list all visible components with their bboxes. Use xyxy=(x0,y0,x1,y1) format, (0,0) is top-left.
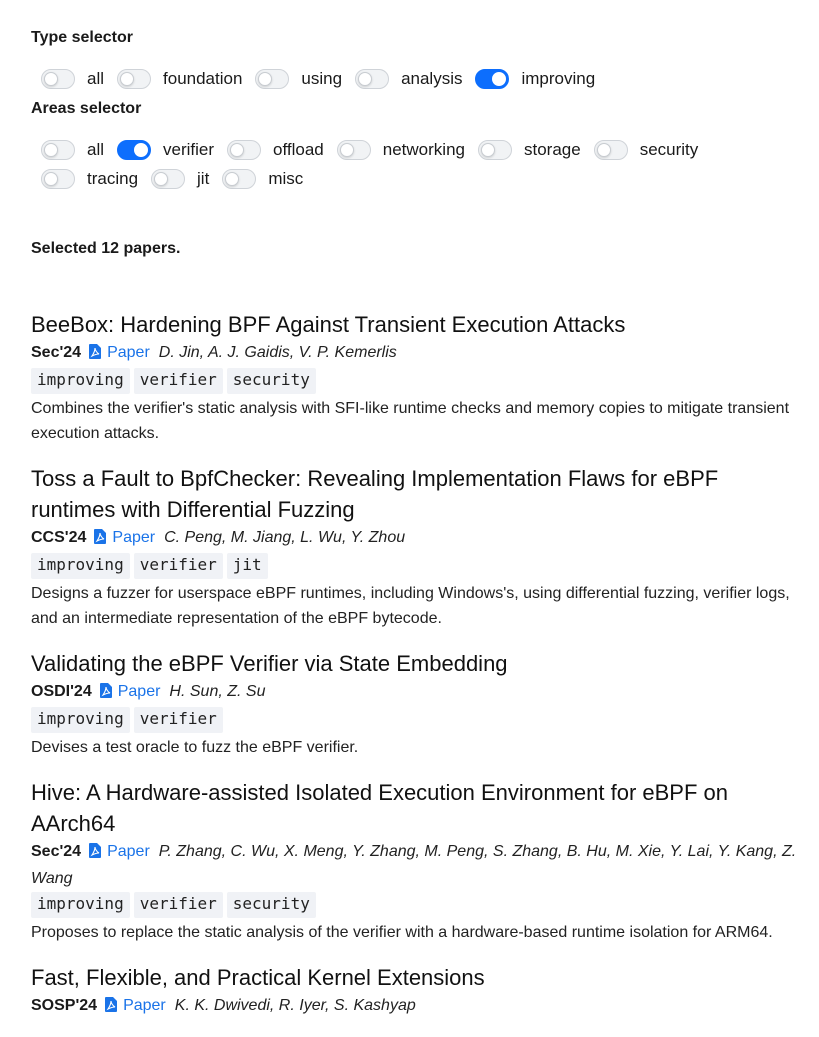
toggle-label: all xyxy=(87,69,105,88)
toggle-switch[interactable] xyxy=(337,140,371,160)
toggle-option-offload[interactable] xyxy=(227,140,324,160)
toggle-label: storage xyxy=(523,140,581,159)
paper-meta xyxy=(31,340,806,367)
toggle-option-all[interactable] xyxy=(41,69,104,89)
toggle-label: security xyxy=(639,140,699,159)
toggle-option-misc[interactable] xyxy=(222,169,303,189)
paper-link-label: Paper xyxy=(107,843,150,860)
paper-authors: D. Jin, A. J. Gaidis, V. P. Kemerlis xyxy=(158,344,397,361)
paper-description: Combines the verifier's static analysis with SFI-like runtime checks and memory copies to mitigate transient execution attacks. xyxy=(31,400,790,442)
paper-description: Proposes to replace the static analysis of the verifier with a hardware-based runtime isolation for ARM64. xyxy=(31,924,773,941)
paper-authors: C. Peng, M. Jiang, L. Wu, Y. Zhou xyxy=(164,529,406,546)
paper-authors: K. K. Dwivedi, R. Iyer, S. Kashyap xyxy=(174,997,416,1014)
paper-entry xyxy=(31,962,806,1020)
toggle-option-verifier[interactable] xyxy=(117,140,214,160)
toggle-label: verifier xyxy=(163,140,215,159)
toggle-option-tracing[interactable] xyxy=(41,169,138,189)
toggle-label: tracing xyxy=(87,169,139,188)
paper-venue: SOSP'24 xyxy=(31,997,98,1014)
paper-link-label: Paper xyxy=(117,683,161,700)
selected-count: Selected 12 papers. xyxy=(31,240,181,257)
paper-link-label: Paper xyxy=(107,344,150,361)
paper-authors: P. Zhang, C. Wu, X. Meng, Y. Zhang, M. Peng, S. Zhang, B. Hu, M. Xie, Y. Lai, Y. Kang, Z. Wang xyxy=(31,843,797,887)
toggle-label: improving xyxy=(521,69,596,88)
paper-tag: security xyxy=(227,368,316,394)
toggle-label: networking xyxy=(382,140,465,159)
toggle-label: jit xyxy=(197,169,210,188)
toggle-switch[interactable] xyxy=(117,69,151,89)
paper-tag: improving xyxy=(31,892,130,918)
paper-meta xyxy=(31,839,806,891)
paper-title: Hive: A Hardware-assisted Isolated Execution Environment for eBPF on AArch64 xyxy=(31,780,729,836)
paper-pdf-link[interactable] xyxy=(100,683,161,700)
paper-title: BeeBox: Hardening BPF Against Transient Execution Attacks xyxy=(31,312,626,337)
paper-meta xyxy=(31,993,806,1020)
paper-entry xyxy=(31,463,806,631)
toggle-switch[interactable] xyxy=(41,69,75,89)
toggle-switch[interactable] xyxy=(222,169,256,189)
areas-selector-title: Areas selector xyxy=(31,100,142,117)
paper-venue: OSDI'24 xyxy=(31,683,92,700)
toggle-switch[interactable] xyxy=(117,140,151,160)
paper-description: Designs a fuzzer for userspace eBPF runtimes, including Windows's, using differential fuzzing, verifier logs, and an intermediate representation of the eBPF bytecode. xyxy=(31,585,790,627)
paper-tag: improving xyxy=(31,553,130,579)
paper-meta xyxy=(31,679,806,706)
paper-description: Devises a test oracle to fuzz the eBPF verifier. xyxy=(31,739,359,756)
toggle-option-networking[interactable] xyxy=(337,140,465,160)
toggle-label: foundation xyxy=(163,69,243,88)
paper-venue: CCS'24 xyxy=(31,529,87,546)
toggle-option-jit[interactable] xyxy=(151,169,209,189)
toggle-switch[interactable] xyxy=(41,169,75,189)
paper-pdf-link[interactable] xyxy=(89,344,150,361)
areas-selector-row-2 xyxy=(41,166,316,192)
toggle-switch[interactable] xyxy=(594,140,628,160)
paper-title: Validating the eBPF Verifier via State Embedding xyxy=(31,651,508,676)
toggle-label: offload xyxy=(273,140,324,159)
paper-tag: verifier xyxy=(134,553,223,579)
pdf-file-icon xyxy=(105,995,118,1020)
paper-tag: verifier xyxy=(134,707,223,733)
paper-venue: Sec'24 xyxy=(31,843,82,860)
paper-tag: verifier xyxy=(134,368,223,394)
paper-tag: verifier xyxy=(134,892,223,918)
toggle-label: using xyxy=(301,69,343,88)
toggle-switch[interactable] xyxy=(151,169,185,189)
toggle-switch[interactable] xyxy=(255,69,289,89)
paper-title: Fast, Flexible, and Practical Kernel Extensions xyxy=(31,965,485,990)
paper-tags xyxy=(31,553,806,579)
toggle-label: misc xyxy=(268,169,304,188)
paper-pdf-link[interactable] xyxy=(89,843,150,860)
paper-tags xyxy=(31,892,806,918)
type-selector-title: Type selector xyxy=(31,29,133,46)
toggle-label: all xyxy=(87,140,105,159)
pdf-file-icon xyxy=(89,841,102,866)
toggle-label: analysis xyxy=(401,69,463,88)
paper-title: Toss a Fault to BpfChecker: Revealing Implementation Flaws for eBPF runtimes with Differential Fuzzing xyxy=(31,466,719,522)
paper-tag: improving xyxy=(31,707,130,733)
toggle-switch[interactable] xyxy=(475,69,509,89)
toggle-option-analysis[interactable] xyxy=(355,69,462,89)
toggle-option-using[interactable] xyxy=(255,69,342,89)
pdf-file-icon xyxy=(100,681,113,706)
paper-meta xyxy=(31,525,806,552)
toggle-switch[interactable] xyxy=(227,140,261,160)
toggle-switch[interactable] xyxy=(41,140,75,160)
paper-tag: jit xyxy=(227,553,268,579)
paper-entry xyxy=(31,777,806,945)
paper-venue: Sec'24 xyxy=(31,344,82,361)
toggle-switch[interactable] xyxy=(355,69,389,89)
paper-tag: improving xyxy=(31,368,130,394)
type-selector-row xyxy=(41,66,608,92)
toggle-option-all[interactable] xyxy=(41,140,104,160)
paper-tag: security xyxy=(227,892,316,918)
paper-pdf-link[interactable] xyxy=(94,529,155,546)
paper-link-label: Paper xyxy=(112,529,156,546)
paper-list xyxy=(31,309,806,1037)
paper-tags xyxy=(31,368,806,394)
paper-entry xyxy=(31,309,806,446)
areas-selector-row-1 xyxy=(41,137,711,163)
paper-entry xyxy=(31,648,806,760)
paper-tags xyxy=(31,707,806,733)
pdf-file-icon xyxy=(94,527,107,552)
toggle-option-security[interactable] xyxy=(594,140,699,160)
toggle-option-storage[interactable] xyxy=(478,140,581,160)
paper-link-label: Paper xyxy=(123,997,166,1014)
toggle-option-foundation[interactable] xyxy=(117,69,242,89)
toggle-option-improving[interactable] xyxy=(475,69,595,89)
pdf-file-icon xyxy=(89,342,102,367)
toggle-switch[interactable] xyxy=(478,140,512,160)
paper-authors: H. Sun, Z. Su xyxy=(169,683,266,700)
